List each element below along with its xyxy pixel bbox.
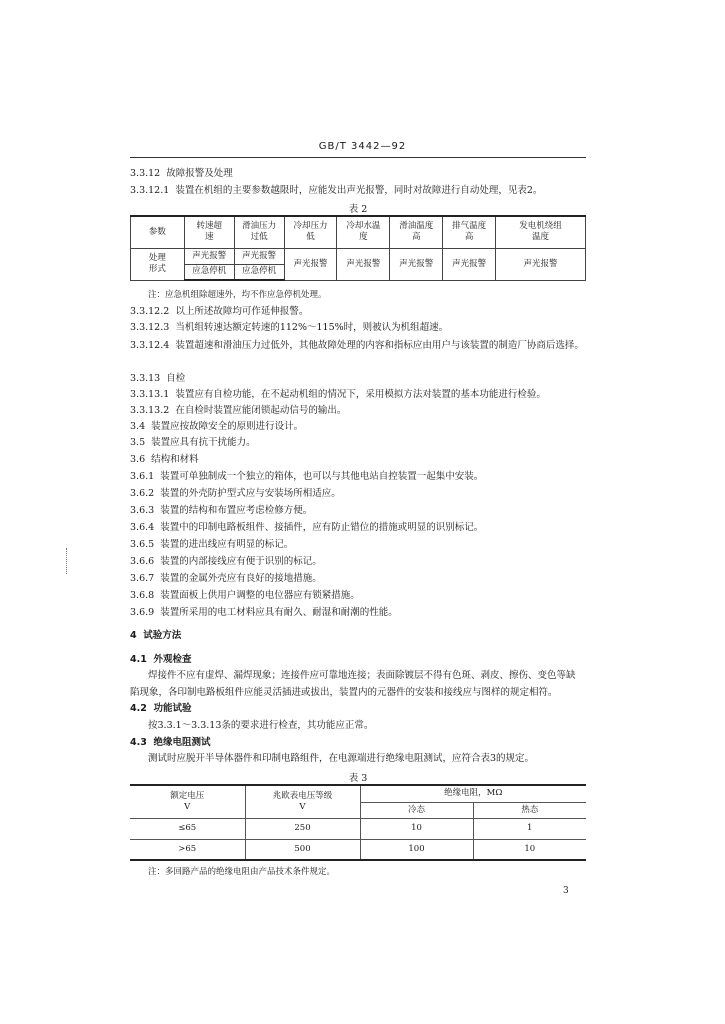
- clause-3-6-8: 3.6.8 装置面板上供用户调整的电位器应有锁紧措施。: [130, 590, 360, 601]
- table-row: [130, 839, 586, 860]
- table3-header-cell: 额定电压 V: [130, 785, 245, 818]
- section-4-3-paragraph: 测试时应脱开半导体器件和印制电路组件，在电源端进行绝缘电阻测试，应符合表3的规定。: [148, 753, 535, 764]
- section-4-1-paragraph-line-1: 焊接件不应有虚焊、漏焊现象；连接件应可靠地连接；表面除镀层不得有色斑、剥皮、擦伤、变色等缺: [148, 670, 576, 681]
- table2-header-cell: 参数: [131, 216, 185, 248]
- section-4-2-paragraph: 按3.3.1～3.3.13条的要求进行检查，其功能应正常。: [148, 720, 374, 731]
- table2-row-1: [131, 248, 586, 264]
- table3-cell: 100: [360, 839, 473, 860]
- table3-cell: >65: [130, 839, 245, 860]
- clause-3-3-12-3: 3.3.12.3 当机组转速达额定转速的112%～115%时，则被认为机组超速。: [130, 322, 449, 333]
- clause-3-3-13-2: 3.3.13.2 在自检时装置应能闭锁起动信号的输出。: [130, 405, 347, 416]
- table-3: [130, 784, 586, 861]
- table2-cell: 声光报警: [443, 248, 496, 280]
- table2-header-row: [131, 216, 586, 248]
- table2-cell: 应急停机: [184, 264, 234, 280]
- table2-cell: 声光报警: [234, 248, 284, 264]
- table2-cell: 声光报警: [284, 248, 337, 280]
- clause-3-3-13-1: 3.3.13.1 装置应有自检功能，在不起动机组的情况下，采用模拟方法对装置的基本功能进行检验。: [130, 389, 546, 400]
- table-row: [130, 818, 586, 839]
- table2-header-cell: 冷却水温度: [337, 216, 390, 248]
- section-3-3-13: 3.3.13 自检: [130, 373, 186, 384]
- clause-3-6-6: 3.6.6 装置的内部接线应有便于识别的标记。: [130, 556, 322, 567]
- clause-3-3-12-1: 3.3.12.1 装置在机组的主要参数越限时，应能发出声光报警，同时对故障进行自动处理，见表2。: [130, 185, 543, 196]
- table3-cell: 250: [245, 818, 360, 839]
- table-2: [130, 215, 586, 281]
- table2-cell: 声光报警: [184, 248, 234, 264]
- table3-header-cell: 绝缘电阻，MΩ: [360, 785, 586, 802]
- clause-3-6-4: 3.6.4 装置中的印制电路板组件、接插件，应有防止错位的措施或明显的识别标记。: [130, 522, 484, 533]
- table2-cell: 声光报警: [496, 248, 586, 280]
- clause-3-5: 3.5 装置应具有抗干扰能力。: [130, 437, 256, 448]
- table3-cell: 500: [245, 839, 360, 860]
- table3-cell: ≤65: [130, 818, 245, 839]
- clause-3-6-5: 3.6.5 装置的进出线应有明显的标记。: [130, 539, 294, 550]
- clause-3-4: 3.4 装置应按故障安全的原则进行设计。: [130, 421, 304, 432]
- table2-header-cell: 发电机绕组温度: [496, 216, 586, 248]
- clause-3-6-1: 3.6.1 装置可单独制成一个独立的箱体，也可以与其他电站自控装置一起集中安装。: [130, 471, 484, 482]
- table2-header-cell: 排气温度高: [443, 216, 496, 248]
- table3-cell: 10: [360, 818, 473, 839]
- header-rule: [130, 157, 586, 158]
- section-3-6: 3.6 结构和材料: [130, 454, 199, 465]
- section-4-heading: 4 试验方法: [130, 630, 182, 641]
- table2-header-cell: 转速超速: [184, 216, 234, 248]
- table3-subheader-cell: 冷态: [360, 802, 473, 818]
- table3-header-row: [130, 785, 586, 802]
- clause-3-6-7: 3.6.7 装置的金属外壳应有良好的接地措施。: [130, 573, 322, 584]
- table3-caption: 表 3: [348, 773, 368, 784]
- clause-3-3-12-4: 3.3.12.4 装置超速和滑油压力过低外，其他故障处理的内容和指标应由用户与该装置的制造厂协商后选择。: [130, 340, 584, 351]
- table3-cell: 1: [473, 818, 586, 839]
- clause-3-6-3: 3.6.3 装置的结构和布置应考虑检修方便。: [130, 505, 313, 516]
- table2-header-cell: 滑油温度高: [390, 216, 443, 248]
- table2-cell: 声光报警: [337, 248, 390, 280]
- table2-header-cell: 滑油压力过低: [234, 216, 284, 248]
- table3-cell: 10: [473, 839, 586, 860]
- table2-caption: 表 2: [348, 204, 368, 215]
- table3-subheader-cell: 热态: [473, 802, 586, 818]
- clause-3-3-12-2: 3.3.12.2 以上所述故障均可作延伸报警。: [130, 306, 309, 317]
- section-4-1-paragraph-line-2: 陷现象，各印制电路板组件应能灵活插进或拔出，装置内的元器件的安装和接线应与图样的规定相符。: [130, 687, 558, 698]
- section-3-3-12: 3.3.12 故障报警及处理: [130, 168, 233, 179]
- section-4-1-heading: 4.1 外观检查: [130, 654, 192, 665]
- table2-header-cell: 冷却压力低: [284, 216, 337, 248]
- clause-3-6-2: 3.6.2 装置的外壳防护型式应与安装场所相适应。: [130, 488, 341, 499]
- binding-mark: [66, 548, 67, 574]
- clause-3-6-9: 3.6.9 装置所采用的电工材料应具有耐久、耐湿和耐潮的性能。: [130, 607, 398, 618]
- table3-note: 注：多回路产品的绝缘电阻由产品技术条件规定。: [148, 867, 336, 877]
- document-header: GB/T 3442—92: [318, 141, 407, 152]
- section-4-2-heading: 4.2 功能试验: [130, 703, 192, 714]
- table2-note: 注：应急机组除超速外，均不作应急停机处理。: [148, 290, 327, 300]
- table2-cell: 应急停机: [234, 264, 284, 280]
- table2-cell: 声光报警: [390, 248, 443, 280]
- page-number: 3: [563, 886, 569, 896]
- table2-row-label: 处理 形式: [131, 248, 185, 280]
- section-4-3-heading: 4.3 绝缘电阻测试: [130, 737, 211, 748]
- table3-header-cell: 兆欧表电压等级 V: [245, 785, 360, 818]
